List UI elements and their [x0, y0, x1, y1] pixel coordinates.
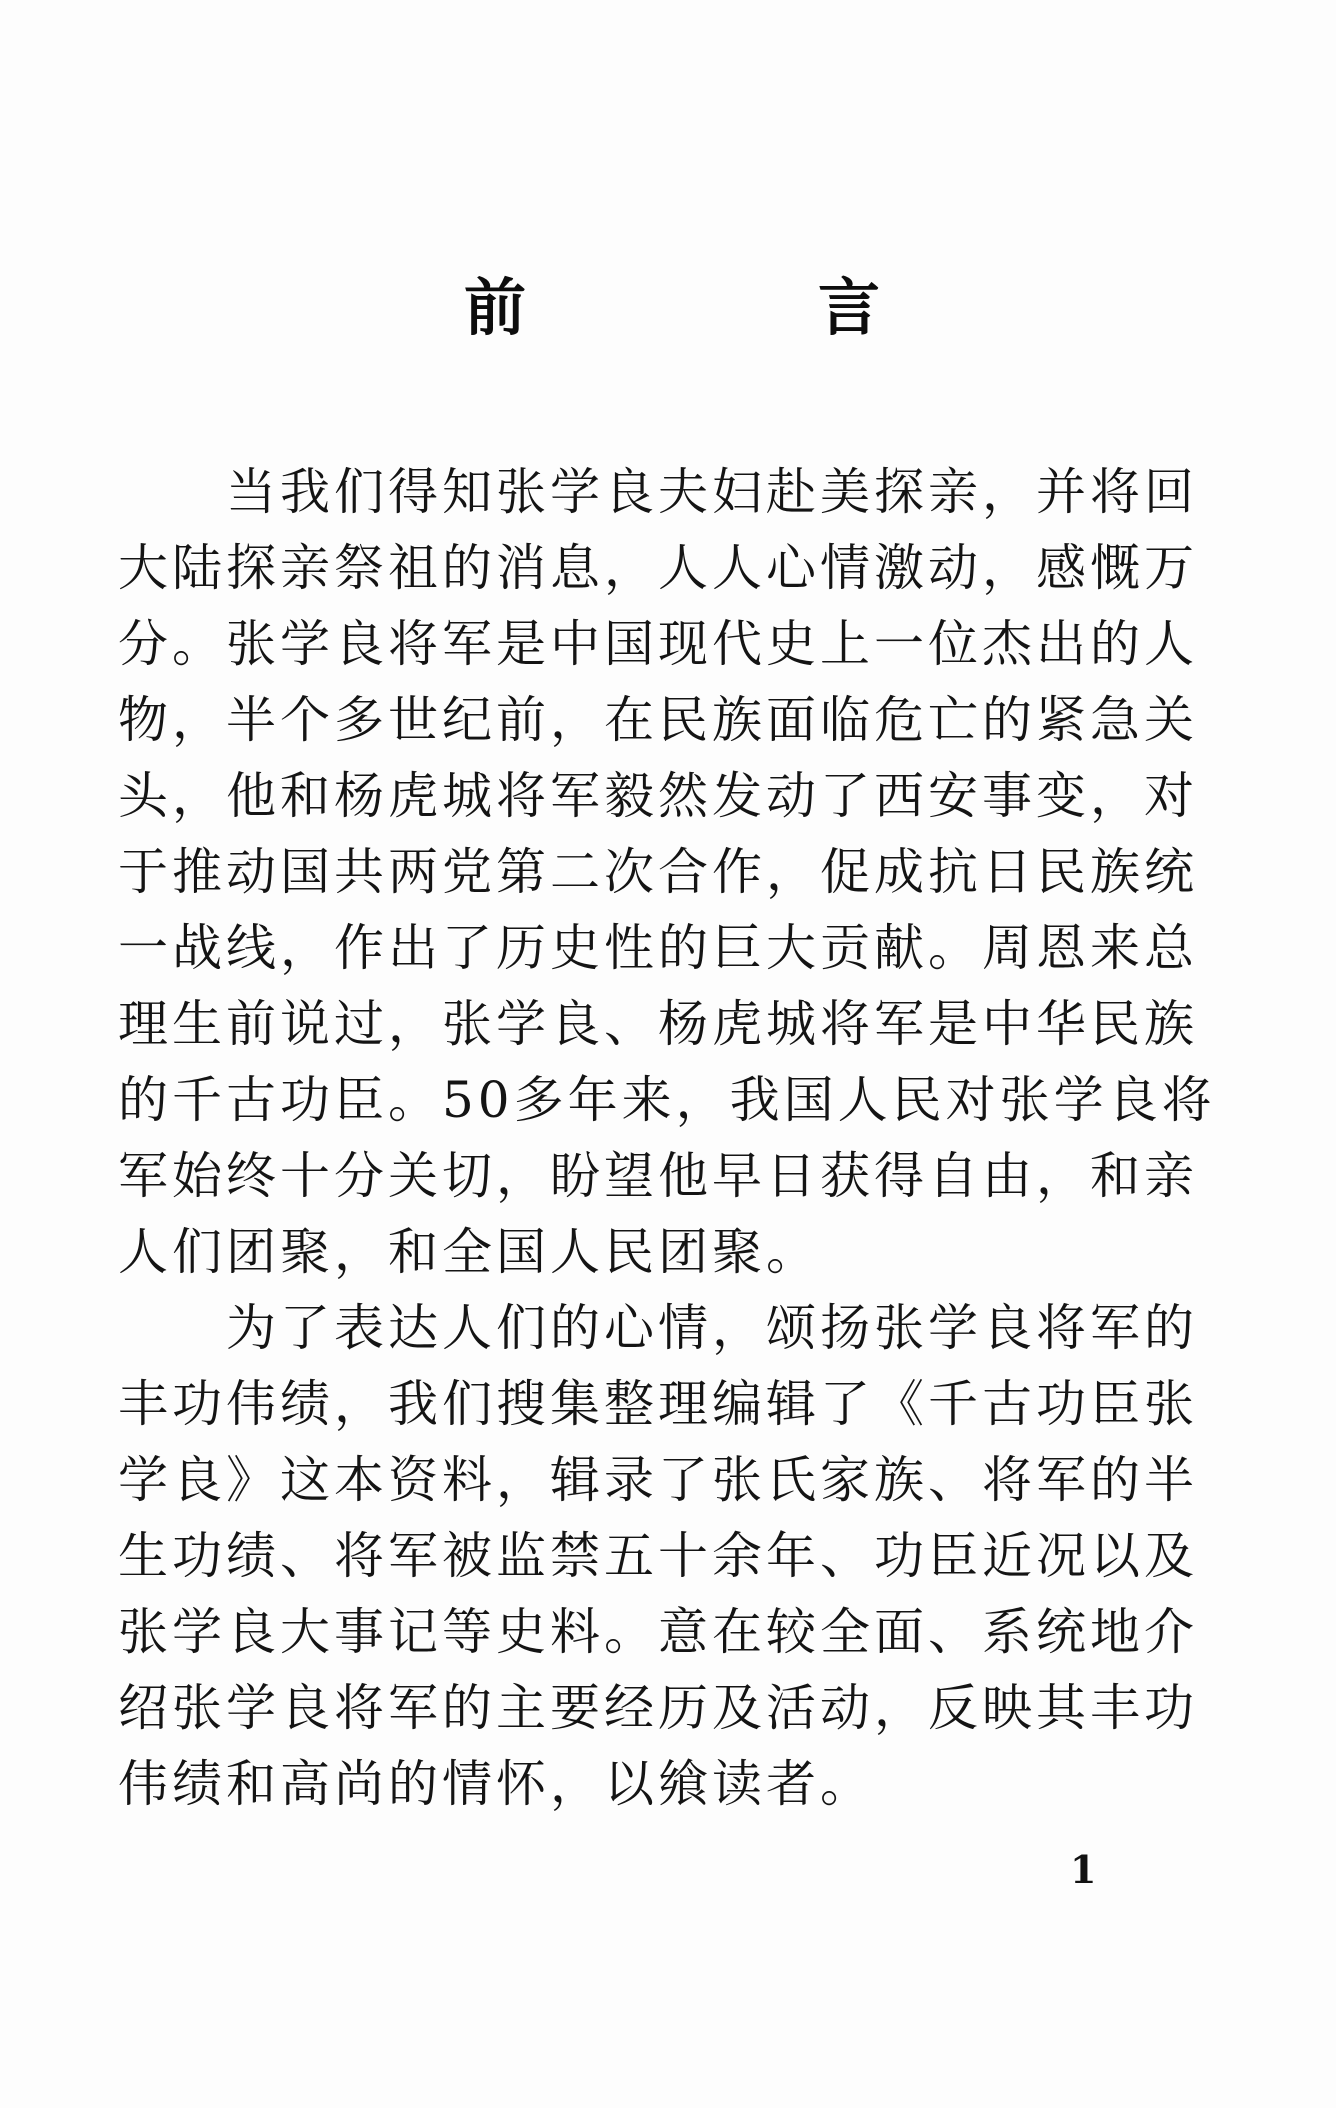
- paragraph-2: [118, 1290, 1218, 1822]
- text-line: 分。张学良将军是中国现代史上一位杰出的人: [118, 615, 1198, 673]
- text-line: 学良》这本资料，辑录了张氏家族、将军的半: [118, 1451, 1198, 1509]
- text-line: 丰功伟绩，我们搜集整理编辑了《千古功臣张: [118, 1375, 1198, 1433]
- text-line: 的千古功臣。50多年来，我国人民对张学良将: [118, 1071, 1216, 1129]
- text-line: 张学良大事记等史料。意在较全面、系统地介: [118, 1603, 1198, 1661]
- preface-body: [118, 454, 1218, 1822]
- page-title: 前言: [464, 271, 1173, 344]
- page-number: 1: [1070, 1847, 1097, 1892]
- text-line: 物，半个多世纪前，在民族面临危亡的紧急关: [118, 691, 1198, 749]
- text-line: 当我们得知张学良夫妇赴美探亲，并将回: [226, 463, 1198, 521]
- text-line: 于推动国共两党第二次合作，促成抗日民族统: [118, 843, 1198, 901]
- text-line: 生功绩、将军被监禁五十余年、功臣近况以及: [118, 1527, 1198, 1585]
- text-line: 头，他和杨虎城将军毅然发动了西安事变，对: [118, 767, 1198, 825]
- text-line: 绍张学良将军的主要经历及活动，反映其丰功: [118, 1679, 1198, 1737]
- text-line: 军始终十分关切，盼望他早日获得自由，和亲: [118, 1147, 1198, 1205]
- paragraph-1: [118, 454, 1218, 1290]
- text-line: 伟绩和高尚的情怀，以飨读者。: [118, 1755, 874, 1813]
- text-line: 一战线，作出了历史性的巨大贡献。周恩来总: [118, 919, 1198, 977]
- text-line: 大陆探亲祭祖的消息，人人心情激动，感慨万: [118, 539, 1198, 597]
- text-line: 为了表达人们的心情，颂扬张学良将军的: [226, 1299, 1198, 1357]
- text-line: 人们团聚，和全国人民团聚。: [118, 1223, 820, 1281]
- text-line: 理生前说过，张学良、杨虎城将军是中华民族: [118, 995, 1198, 1053]
